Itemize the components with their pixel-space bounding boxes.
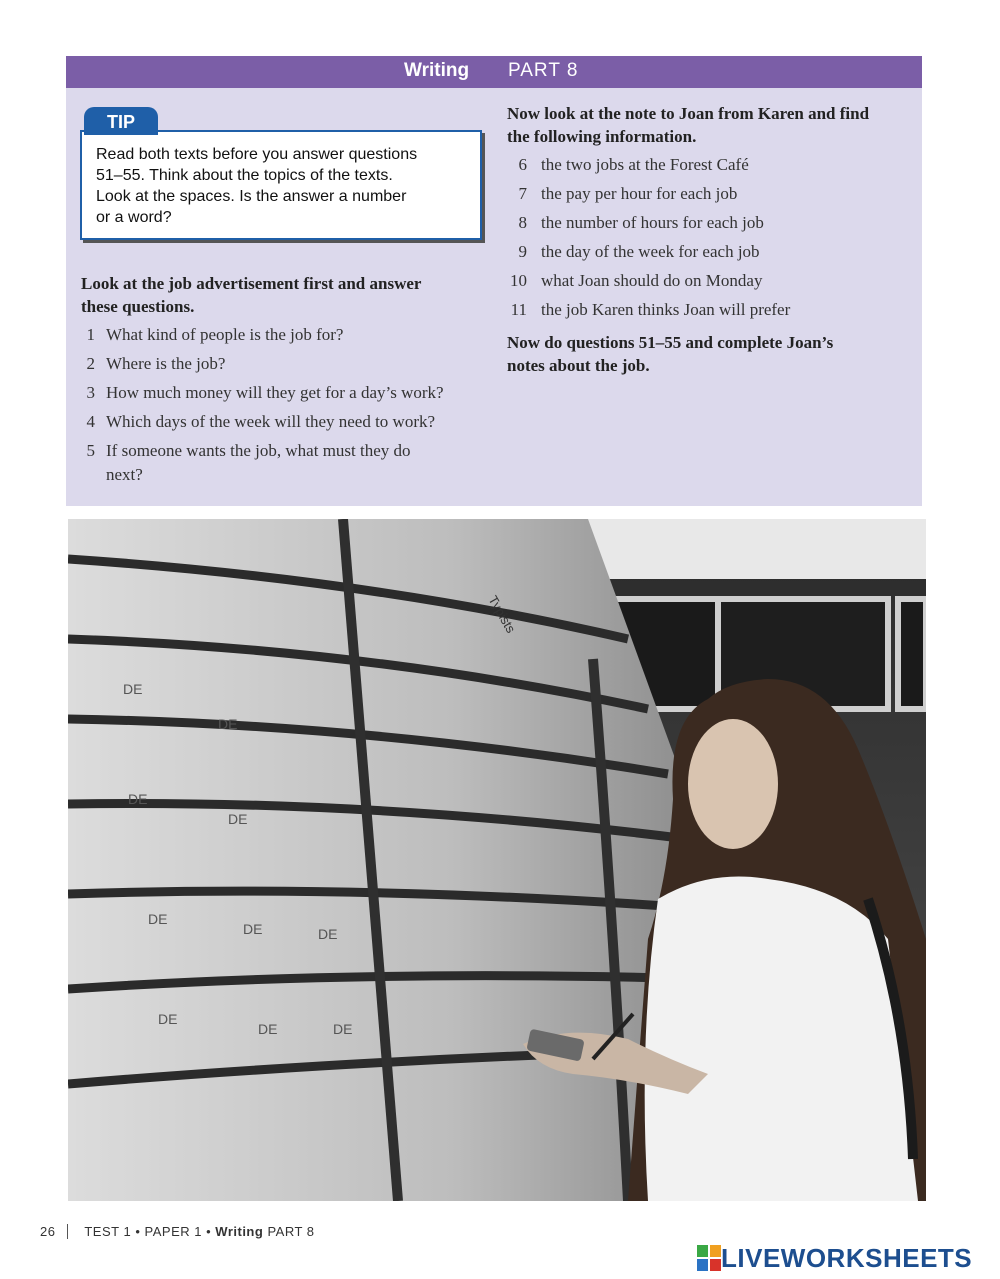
card-label: DE	[243, 921, 263, 937]
photo-illustration	[68, 519, 926, 1201]
card-label: DE	[123, 681, 143, 697]
intro-line: Now look at the note to Joan from Karen and find	[507, 104, 870, 123]
page-number: 26	[40, 1224, 68, 1239]
liveworksheets-logo-text: LIVEWORKSHEETS	[721, 1242, 973, 1273]
item-number: 7	[518, 184, 527, 203]
list-item	[507, 295, 907, 324]
page-footer	[40, 1224, 315, 1239]
item-text: the job Karen thinks Joan will prefer	[541, 300, 791, 319]
intro-line: Look at the job advertisement first and answer	[81, 274, 422, 293]
item-number: 6	[518, 155, 527, 174]
footer-bullet: •	[206, 1224, 212, 1239]
list-item	[507, 237, 907, 266]
list-item	[507, 179, 907, 208]
item-text: How much money will they get for a day’s work?	[106, 383, 444, 402]
item-text: what Joan should do on Monday	[541, 271, 763, 290]
item-number: 9	[518, 242, 527, 261]
card-label: DE	[333, 1021, 353, 1037]
section-header-bar	[66, 56, 922, 88]
closing-instruction	[507, 331, 833, 377]
list-item	[81, 349, 491, 378]
list-item	[81, 320, 491, 349]
item-text: the day of the week for each job	[541, 242, 760, 261]
list-item	[81, 378, 491, 407]
tip-line: or a word?	[96, 209, 172, 226]
card-label: DE	[258, 1021, 278, 1037]
item-text: What kind of people is the job for?	[106, 325, 344, 344]
item-number: 3	[86, 383, 95, 402]
tip-line: 51–55. Think about the topics of the texts.	[96, 167, 393, 184]
footer-bullet: •	[135, 1224, 141, 1239]
intro-line: these questions.	[81, 297, 195, 316]
item-number: 11	[510, 300, 527, 319]
list-item	[507, 150, 907, 179]
item-number: 2	[86, 354, 95, 373]
item-text: Where is the job?	[106, 354, 226, 373]
card-label: DE	[318, 926, 338, 942]
item-number: 1	[86, 325, 95, 344]
list-item	[81, 407, 491, 436]
item-number: 8	[518, 213, 527, 232]
advert-questions-list	[81, 320, 491, 487]
item-text-continued: next?	[106, 465, 143, 484]
note-intro	[507, 102, 869, 148]
part-title: PART 8	[508, 60, 579, 81]
job-board-photo	[68, 519, 926, 1201]
card-label: DE	[158, 1011, 178, 1027]
item-text: the pay per hour for each job	[541, 184, 738, 203]
footer-test: TEST 1	[84, 1224, 132, 1239]
card-label: DE	[228, 811, 248, 827]
footer-part: PART 8	[267, 1224, 315, 1239]
tip-line: Look at the spaces. Is the answer a number	[96, 188, 407, 205]
item-text: Which days of the week will they need to work?	[106, 412, 436, 431]
list-item	[507, 208, 907, 237]
section-title: Writing	[404, 60, 470, 81]
card-label: DE	[148, 911, 168, 927]
item-text: the two jobs at the Forest Café	[541, 155, 749, 174]
footer-section: Writing	[215, 1224, 264, 1239]
item-text: If someone wants the job, what must they do	[106, 441, 411, 460]
card-label: DE	[128, 791, 148, 807]
intro-line: Now do questions 51–55 and complete Joan’s	[507, 333, 834, 352]
item-number: 4	[86, 412, 95, 431]
item-text: the number of hours for each job	[541, 213, 764, 232]
tip-label: TIP	[84, 107, 158, 135]
liveworksheets-logo-icon	[697, 1245, 721, 1271]
tip-box	[80, 130, 482, 240]
intro-line: notes about the job.	[507, 356, 650, 375]
item-number: 5	[86, 441, 95, 460]
list-item	[507, 266, 907, 295]
item-number: 10	[510, 271, 527, 290]
advert-intro	[81, 272, 421, 318]
note-items-list	[507, 150, 907, 324]
intro-line: the following information.	[507, 127, 697, 146]
footer-paper: PAPER 1	[144, 1224, 202, 1239]
list-item	[81, 436, 491, 487]
card-label: DE	[218, 716, 238, 732]
tip-line: Read both texts before you answer questions	[96, 146, 418, 163]
typists-sign: Typists	[485, 593, 519, 636]
liveworksheets-logo	[697, 1243, 972, 1273]
